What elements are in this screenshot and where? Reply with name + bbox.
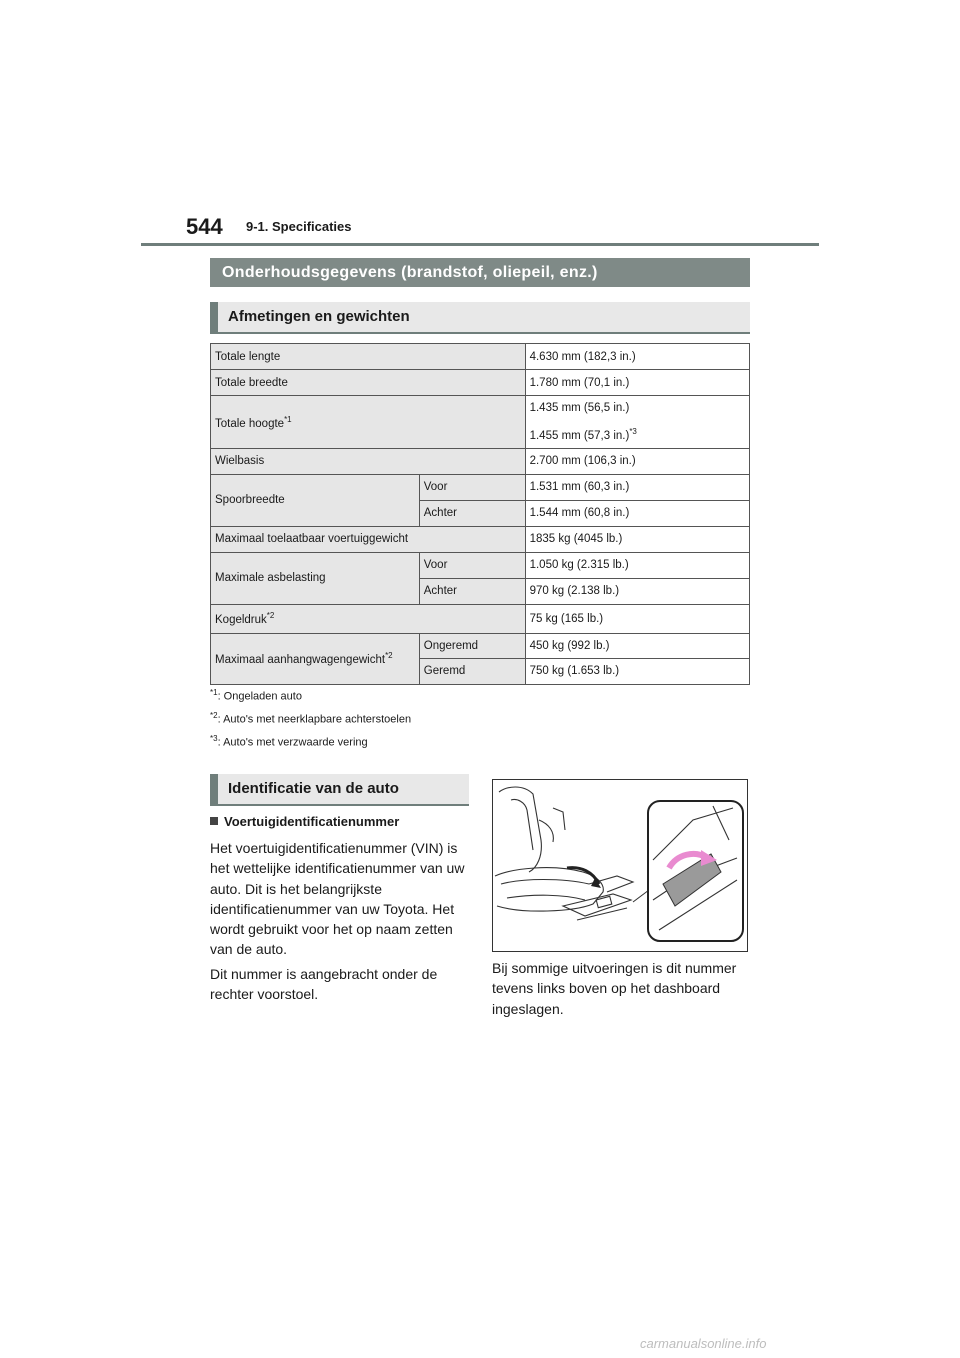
cell-label [211, 604, 526, 633]
cell-value: 1.544 mm (60,8 in.) [525, 500, 749, 526]
footnote [210, 688, 302, 703]
table-row [211, 604, 750, 633]
footnote-text: : Auto's met neerklapbare achterstoelen [217, 713, 412, 726]
cell-sublabel: Voor [419, 474, 525, 500]
cell-value: 75 kg (165 lb.) [525, 604, 749, 633]
cell-value: 1.780 mm (70,1 in.) [525, 370, 749, 396]
label-text: Maximaal aanhangwagengewicht [215, 654, 386, 667]
section-heading-dimensions: Afmetingen en gewichten [210, 302, 750, 334]
footnote-mark: *1 [210, 688, 218, 697]
specs-table [210, 343, 750, 685]
section-heading-identification: Identificatie van de auto [210, 774, 469, 806]
footnote-mark: *2 [266, 611, 275, 621]
table-row [211, 370, 750, 396]
footnote [210, 711, 411, 726]
cell-value: 750 kg (1.653 lb.) [525, 658, 749, 684]
label-text: Kogeldruk [215, 614, 267, 627]
table-row [211, 526, 750, 552]
section-reference: 9-1. Specificaties [246, 219, 352, 234]
vin-location-illustration [492, 779, 748, 952]
table-row [211, 448, 750, 474]
footnote-mark: *3 [210, 734, 218, 743]
footnote-mark: *3 [629, 427, 637, 436]
cell-label: Maximaal toelaatbaar voertuiggewicht [211, 526, 526, 552]
cell-sublabel: Geremd [419, 658, 525, 684]
cell-sublabel: Ongeremd [419, 633, 525, 658]
watermark: carmanualsonline.info [640, 1336, 767, 1351]
body-paragraph: Dit nummer is aangebracht onder de rechter voorstoel. [210, 966, 438, 1003]
value-line [530, 420, 745, 448]
cell-sublabel: Voor [419, 552, 525, 578]
item-heading [210, 814, 399, 829]
table-row [211, 633, 750, 658]
cell-value: 1.531 mm (60,3 in.) [525, 474, 749, 500]
footnote-text: : Auto's met verzwaarde vering [217, 736, 368, 749]
table-row [211, 344, 750, 370]
header-divider [141, 243, 819, 246]
cell-value: 970 kg (2.138 lb.) [525, 578, 749, 604]
square-bullet-icon [210, 817, 218, 825]
label-text: Totale hoogte [215, 417, 285, 430]
cell-label: Maximale asbelasting [211, 552, 420, 604]
footnote-mark: *2 [210, 711, 218, 720]
footnote-mark: *2 [385, 651, 393, 661]
footnote [210, 734, 368, 749]
cell-value [525, 396, 749, 449]
cell-label [211, 396, 526, 449]
body-paragraph: Het voertuigidentificatienummer (VIN) is het wettelijke identificatienummer van uw auto. Dit is het belangrijkste identificatienummer van uw Toyota. Het wordt gebruikt voor het op naam zetten van de auto. [210, 840, 465, 958]
cell-label: Totale breedte [211, 370, 526, 396]
cell-value: 1.050 kg (2.315 lb.) [525, 552, 749, 578]
value-text: 1.455 mm (57,3 in.) [529, 429, 630, 442]
item-heading-text: Voertuigidentificatienummer [224, 814, 400, 829]
cell-value: 2.700 mm (106,3 in.) [525, 448, 749, 474]
cell-value: 4.630 mm (182,3 in.) [525, 344, 749, 370]
cell-value: 1835 kg (4045 lb.) [525, 526, 749, 552]
value-line: 1.435 mm (56,5 in.) [529, 402, 630, 414]
body-paragraph: Bij sommige uitvoeringen is dit nummer tevens links boven op het dashboard ingeslagen. [492, 960, 737, 1017]
table-row [211, 396, 750, 449]
cell-value: 450 kg (992 lb.) [525, 633, 749, 658]
footnote-text: : Ongeladen auto [217, 690, 302, 703]
cell-label [211, 633, 420, 684]
seat-illustration [493, 780, 747, 951]
page-number: 544 [186, 214, 223, 239]
cell-sublabel: Achter [419, 578, 525, 604]
cell-label: Totale lengte [211, 344, 526, 370]
cell-sublabel: Achter [419, 500, 525, 526]
table-row [211, 474, 750, 500]
footnote-mark: *1 [284, 414, 292, 424]
cell-label: Wielbasis [211, 448, 526, 474]
table-row [211, 552, 750, 578]
chapter-banner: Onderhoudsgegevens (brandstof, oliepeil, enz.) [210, 258, 750, 287]
cell-label: Spoorbreedte [211, 474, 420, 526]
